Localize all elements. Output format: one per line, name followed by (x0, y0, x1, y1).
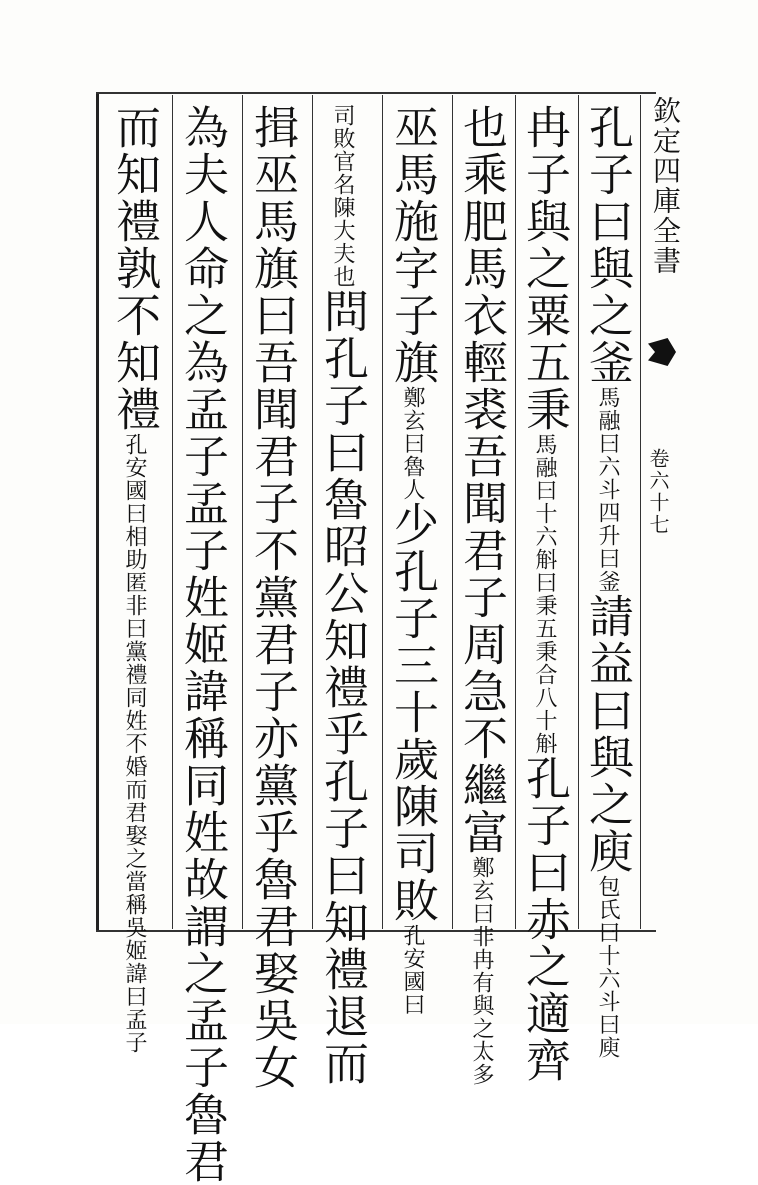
main-text: 少孔子三十歲陳司敗 (386, 501, 439, 924)
column-rule (312, 95, 313, 929)
commentary-text: 孔安國曰 (400, 924, 425, 1016)
commentary-text: 馬融曰十六斛曰秉五秉合八十斛 (532, 433, 557, 755)
commentary-text: 鄭玄曰魯人 (400, 386, 425, 501)
main-text: 也乘肥馬衣輕裘吾聞君子周急不繼富 (455, 104, 508, 856)
column-rule (578, 95, 579, 929)
main-text: 冉子與之粟五秉 (518, 104, 571, 433)
text-column-5 (316, 104, 369, 1087)
column-rule (640, 95, 641, 929)
main-text: 為夫人命之為孟子孟子姓姬諱稱同姓故謂之孟子魯君 (176, 104, 229, 1185)
column-rule (515, 95, 516, 929)
column-rule (382, 95, 383, 929)
main-text: 請益曰與之庾 (581, 593, 634, 875)
text-column-2 (518, 104, 571, 1084)
commentary-text: 孔安國曰相助匿非曰黨禮同姓不婚而君娶之當稱吳姬諱曰孟子 (122, 433, 147, 1054)
commentary-text: 司敗官名陳大夫也 (330, 104, 355, 288)
main-text: 巫馬施字子旗 (386, 104, 439, 386)
column-rule (172, 95, 173, 929)
main-text: 孔子曰赤之適齊 (518, 755, 571, 1084)
main-text: 揖巫馬旗曰吾聞君子不黨君子亦黨乎魯君娶吳女 (246, 104, 299, 1091)
text-column-7 (176, 104, 229, 1185)
main-text: 孔子曰與之釜 (581, 104, 634, 386)
commentary-text: 包氏曰十六斗曰庾 (595, 875, 620, 1059)
text-column-4 (386, 104, 439, 1016)
text-column-8 (108, 104, 161, 1054)
juan-number: 卷六十七 (646, 448, 670, 536)
main-text: 而知禮孰不知禮 (108, 104, 161, 433)
frame-top-border (96, 92, 656, 94)
text-column-6 (246, 104, 299, 1091)
text-column-3 (455, 104, 508, 1086)
main-text: 問孔子曰魯昭公知禮乎孔子曰知禮退而 (316, 288, 369, 1087)
commentary-text: 馬融曰六斗四升曰釜 (595, 386, 620, 593)
book-title: 欽定四庫全書 (649, 96, 682, 276)
column-rule (452, 95, 453, 929)
text-column-1 (581, 104, 634, 1059)
column-rule (242, 95, 243, 929)
commentary-text: 鄭玄曰非冉有與之太多 (469, 856, 494, 1086)
